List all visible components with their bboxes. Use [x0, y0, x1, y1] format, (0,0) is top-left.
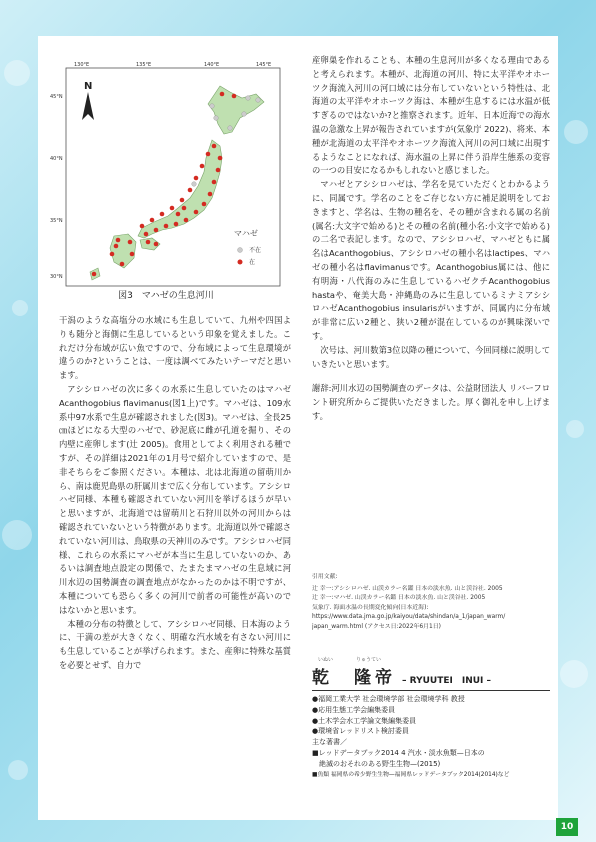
- river-point: [206, 152, 211, 157]
- legend-title: マハゼ: [234, 229, 258, 238]
- svg-text:N: N: [84, 81, 93, 92]
- reference-item: japan_warm.html (アクセス日:2022年6月1日): [312, 623, 441, 630]
- right-column: [312, 54, 550, 424]
- legend-absent-marker: [238, 248, 243, 253]
- legend-absent-label: 不在: [249, 247, 262, 254]
- river-point: [212, 144, 217, 149]
- affiliation-item: 絶滅のおそれのある野生生物—(2015): [312, 759, 441, 768]
- river-point: [164, 224, 169, 229]
- river-point: [216, 168, 221, 173]
- background-bubble: [12, 300, 28, 316]
- lat-label: 35°N: [50, 218, 63, 224]
- river-point: [150, 218, 155, 223]
- figure-caption: 図3 マハゼの生息河川: [118, 291, 214, 301]
- river-point: [160, 212, 165, 217]
- paragraph: 本種の分布の特徴として、アシシロハゼ同様、日本海のように、干満の差が大きくなく、明確な汽水域を有さない河川にも生息していることが挙げられます。また、産卵に特殊な基質を必要とせず、自力で: [59, 618, 291, 670]
- background-bubble: [564, 120, 588, 144]
- river-point: [202, 202, 207, 207]
- river-point: [128, 240, 133, 245]
- background-bubble: [4, 60, 30, 86]
- river-point: [120, 262, 125, 267]
- acknowledgement: 謝辞:河川水辺の国勢調査のデータは、公益財団法人 リバーフロント研究所からご提供いただきました。厚く御礼を申し上げます。: [312, 383, 550, 421]
- river-point: [246, 96, 251, 101]
- river-point: [154, 228, 159, 233]
- legend-present-label: 在: [249, 259, 256, 266]
- river-point: [220, 92, 225, 97]
- page-number: 10: [556, 818, 578, 836]
- river-point: [208, 192, 213, 197]
- author-profile: [312, 656, 550, 780]
- river-point: [170, 206, 175, 211]
- river-point: [130, 252, 135, 257]
- paragraph: アシシロハゼの次に多くの水系に生息していたのはマハゼAcanthogobius flavimanus(図1上)です。マハゼは、109水系中97水系で生息が確認されました(図3)。マハゼは、全長25㎝ほどになる大型のハゼで、砂泥底に雌が孔道を掘り、その内壁に産卵します(辻 2005)。食用としてよく利用される種ですが、その詳細は2021年の1月号で紹介していますので、是非そちらをご参照ください。本種は、北は北海道の留萌川から、南は鹿児島県の肝属川まで広く分布しています。アシシロハゼ同様、本種も確認されていない河川を挙げるほうが早いと思いますが、北海道では留萌川と石狩川以外の河川からは確認されていないという特徴があります。北海道以外で確認されていない河川は、鳥取県の天神川のみです。アシシロハゼ同様、これらの水系にマハゼが本当に生息していないのか、あるいは調査地点設定の関係で、たまたまマハゼの生息域に河川水辺の国勢調査の調査地点がなかったのかは不明ですが、本種についても恐らく多くの河川で前者の可能性が高いのではないかと思います。: [59, 383, 291, 615]
- river-point: [192, 182, 197, 187]
- affiliation-item: ■魚類 福岡県の希少野生生物—福岡県レッドデータブック2014(2014)など: [312, 771, 510, 778]
- river-point: [242, 112, 247, 117]
- river-point: [140, 224, 145, 229]
- author-name-en: – RYUUTEI INUI –: [402, 676, 492, 686]
- river-point: [176, 212, 181, 217]
- reference-link[interactable]: https://www.data.jma.go.jp/kaiyou/data/shindan/a_1/japan_warm/: [312, 614, 506, 621]
- name-ruby: [312, 656, 550, 663]
- river-point: [114, 244, 119, 249]
- left-column: [59, 314, 291, 673]
- river-point: [110, 252, 115, 257]
- lon-label: 145°E: [256, 62, 272, 68]
- reference-item: 気象庁. 海面水温の長期変化傾向(日本近海):: [312, 604, 429, 611]
- legend-present-marker: [238, 260, 243, 265]
- reference-item: 辻 幸一:アシシロハゼ. 山渓カラー名鑑 日本の淡水魚. 山と渓谷社. 2005: [312, 585, 503, 592]
- background-bubble: [8, 760, 28, 780]
- page-sheet: [38, 36, 558, 820]
- ruby-given: りゅうてい: [356, 657, 382, 663]
- background-bubble: [560, 660, 588, 688]
- river-point: [92, 272, 97, 277]
- references-heading: 引用文献:: [312, 574, 338, 580]
- river-point: [194, 176, 199, 181]
- author-affiliations: [312, 694, 550, 780]
- lon-label: 130°E: [74, 62, 90, 68]
- references: [312, 573, 550, 633]
- affiliation-item: 主な著書／: [312, 738, 347, 747]
- affiliation-item: ●土木学会水工学論文集編集委員: [312, 716, 417, 725]
- river-point: [116, 238, 121, 243]
- affiliation-item: ●応用生態工学会編集委員: [312, 705, 396, 714]
- paragraph: 次号は、河川数第3位以降の種について、今回同様に説明していきたいと思います。: [312, 344, 550, 369]
- lat-label: 30°N: [50, 274, 63, 280]
- lon-label: 135°E: [136, 62, 152, 68]
- river-point: [188, 188, 193, 193]
- river-point: [154, 242, 159, 247]
- author-name-jp: 乾 隆帝: [312, 668, 396, 688]
- lat-label: 40°N: [50, 156, 63, 162]
- reference-item: 辻 幸一:マハゼ. 山渓カラー名鑑 日本の淡水魚. 山と渓谷社. 2005: [312, 595, 486, 602]
- lon-label: 140°E: [204, 62, 220, 68]
- paragraph: マハゼとアシシロハゼは、学名を見ていただくとわかるように、同属です。学名のことをご存じない方に補足説明をしておきますと、学名は、生物の種名を、その種が含まれる属の名前(属名:大文字で始める)とその種の名前(種小名:小文字で始める)の二名で表記します。なので、アシシロハゼ、マハゼともに属名はAcanthogobius、アシシロハゼの種小名はlactipes、マハゼの種小名はflavimanusです。Acanthogobius属には、他に有明海・八代海のみに生息しているハゼクチAcanthogobius hastaや、奄美大島・沖縄島のみに生息しているミナミアシシロハゼAcanthogobius insularisがいますが、同属内に分布域が非常に広い2種と、狭い2種が混在しているのが興味深いです。: [312, 179, 550, 341]
- river-point: [146, 240, 151, 245]
- paragraph: 干潟のような高塩分の水域にも生息していて、九州や四国よりも随分と海側に生息しているという印象を覚えました。これだけ分布域が広い魚ですので、分布域によって生息環境が違うのか?ということは、一度は調べてみたいテーマだと思います。: [59, 315, 291, 381]
- author-name-row: [312, 663, 550, 691]
- river-point: [194, 210, 199, 215]
- affiliation-item: ●福岡工業大学 社会環境学部 社会環境学科 教授: [312, 695, 465, 703]
- river-point: [256, 98, 261, 103]
- ruby-family: いぬい: [318, 657, 334, 663]
- distribution-map: [44, 48, 288, 308]
- river-point: [180, 198, 185, 203]
- river-point: [212, 180, 217, 185]
- river-point: [174, 222, 179, 227]
- paragraph: 産卵巣を作れることも、本種の生息河川が多くなる理由であると考えられます。本種が、北海道の河川、特に太平洋やオホーツク海流入河川の河口域には分布していないという特性は、北海道の太平洋やオホーツク海は、本種が生息するには水温が低すぎるのではないか?と推察されます。近年、日本近海での海水温の急激な上昇が報告されていますが(気象庁 2022)、将来、本種が北海道の太平洋やオホーツク海流入河川の河口域に出現するようなことになれば、海水温の上昇に伴う沿岸生態系の変容の一つの目安になるかもしれないと感じました。: [312, 55, 550, 176]
- river-point: [218, 156, 223, 161]
- lat-label: 45°N: [50, 94, 63, 100]
- river-point: [184, 218, 189, 223]
- river-point: [232, 94, 237, 99]
- affiliation-item: ●環境省レッドリスト検討委員: [312, 727, 409, 736]
- affiliation-item: ■レッドデータブック2014 4 汽水・淡水魚類—日本の: [312, 748, 485, 757]
- background-bubble: [2, 520, 32, 550]
- river-point: [228, 126, 233, 131]
- river-point: [182, 206, 187, 211]
- river-point: [210, 104, 215, 109]
- background-bubble: [566, 420, 584, 438]
- river-point: [214, 116, 219, 121]
- river-point: [144, 232, 149, 237]
- river-point: [200, 164, 205, 169]
